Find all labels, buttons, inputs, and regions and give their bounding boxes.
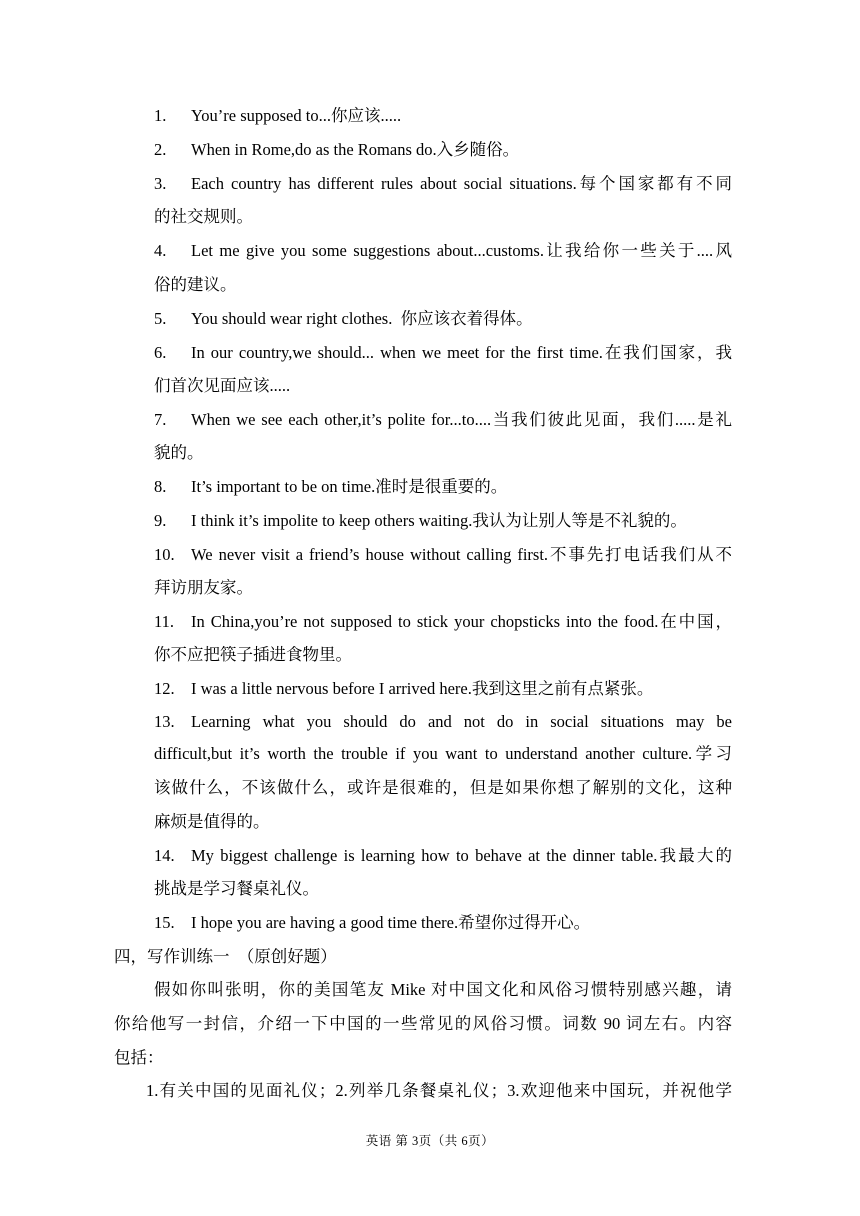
sentence-text: I think it’s impolite to keep others waiting.我认为让别人等是不礼貌的。	[191, 511, 687, 530]
sentence-continuation: 们首次见面应该.....	[154, 376, 291, 395]
section-heading: 四，写作训练一 （原创好题）	[114, 947, 337, 966]
sentence-text: My biggest challenge is learning how to behave at the dinner table.我最大的	[191, 846, 732, 865]
sentence-text: I hope you are having a good time there.希望你过得开心。	[191, 913, 591, 932]
item-number: 9.	[154, 511, 167, 530]
sentence-text: I was a little nervous before I arrived here.我到这里之前有点紧张。	[191, 679, 654, 698]
item-number: 10.	[154, 545, 175, 564]
item-number: 7.	[154, 410, 167, 429]
item-number: 6.	[154, 343, 167, 362]
sentence-text: Each country has different rules about social situations.每个国家都有不同	[191, 174, 732, 193]
item-number: 3.	[154, 174, 167, 193]
sentence-continuation: 的社交规则。	[154, 207, 253, 226]
item-number: 8.	[154, 477, 167, 496]
sentence-continuation: 貌的。	[154, 443, 204, 462]
sentence-continuation: 俗的建议。	[154, 275, 237, 294]
item-number: 1.	[154, 106, 167, 125]
prompt-line: 你给他写一封信，介绍一下中国的一些常见的风俗习惯。词数 90 词左右。内容	[114, 1014, 732, 1033]
sentence-continuation: 该做什么，不该做什么，或许是很难的，但是如果你想了解别的文化，这种	[154, 778, 732, 797]
sentence-text: Let me give you some suggestions about...customs.让我给你一些关于....风	[191, 241, 732, 260]
item-number: 14.	[154, 846, 175, 865]
sentence-text: In China,you’re not supposed to stick your chopsticks into the food.在中国，	[191, 612, 732, 631]
item-number: 12.	[154, 679, 175, 698]
item-number: 11.	[154, 612, 175, 631]
item-number: 5.	[154, 309, 167, 328]
sentence-continuation: difficult,but it’s worth the trouble if you want to understand another culture.学习	[154, 744, 732, 763]
sentence-text: We never visit a friend’s house without calling first.不事先打电话我们从不	[191, 545, 732, 564]
item-number: 15.	[154, 913, 175, 932]
item-number: 2.	[154, 140, 167, 159]
sentence-text: You should wear right clothes. 你应该衣着得体。	[191, 309, 533, 328]
sentence-text: It’s important to be on time.准时是很重要的。	[191, 477, 508, 496]
sentence-continuation: 麻烦是值得的。	[154, 812, 270, 831]
page-footer: 英语 第 3页（共 6页）	[365, 1134, 495, 1148]
sentence-continuation: 拜访朋友家。	[154, 578, 253, 597]
sentence-text: When in Rome,do as the Romans do.入乡随俗。	[191, 140, 520, 159]
sentence-text: In our country,we should... when we meet for the first time.在我们国家，我	[191, 343, 732, 362]
sentence-text: When we see each other,it’s polite for...to....当我们彼此见面，我们.....是礼	[191, 410, 732, 429]
item-number: 4.	[154, 241, 167, 260]
sentence-continuation: 挑战是学习餐桌礼仪。	[154, 879, 319, 898]
sentence-text: Learning what you should do and not do in social situations may be	[191, 712, 732, 731]
prompt-line: 假如你叫张明，你的美国笔友 Mike 对中国文化和风俗习惯特别感兴趣，请	[154, 980, 732, 999]
sentence-continuation: 你不应把筷子插进食物里。	[154, 645, 352, 664]
item-number: 13.	[154, 712, 175, 731]
sentence-text: You’re supposed to...你应该.....	[191, 106, 402, 125]
prompt-line: 1.有关中国的见面礼仪；2.列举几条餐桌礼仪；3.欢迎他来中国玩，并祝他学	[146, 1081, 732, 1100]
prompt-line: 包括：	[114, 1048, 164, 1067]
